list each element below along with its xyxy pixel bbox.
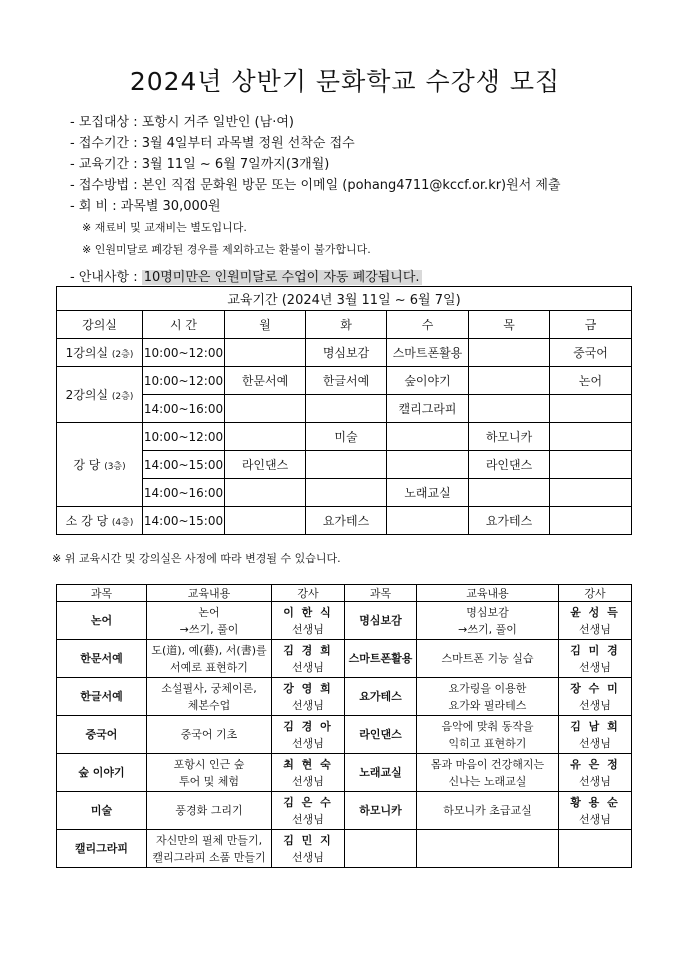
room-cell: 소 강 당 (4층) — [57, 507, 143, 535]
info-notice — [70, 267, 561, 288]
teacher-name: 김 경 아 — [283, 719, 333, 733]
course-content-line: 자신만의 필체 만들기, — [155, 833, 263, 847]
teacher-name: 장 수 미 — [570, 681, 620, 695]
course-subject: 하모니카 — [345, 792, 417, 830]
note-materials: ※ 재료비 및 교재비는 별도입니다. — [82, 221, 247, 234]
schedule-row — [57, 507, 632, 535]
info-target: - 모집대상 : 포항시 거주 일반인 (남·여) — [70, 115, 294, 130]
teacher-title: 선생님 — [292, 698, 324, 712]
teacher-name: 윤 성 득 — [570, 605, 620, 619]
notice-text: 10명미만은 인원미달로 수업이 자동 폐강됩니다. — [143, 270, 420, 285]
header-time: 시 간 — [143, 311, 225, 339]
time-cell: 10:00~12:00 — [143, 423, 225, 451]
header-room: 강의실 — [57, 311, 143, 339]
course-header-row — [57, 585, 632, 602]
class-cell — [469, 367, 550, 395]
teacher-name: 김 은 수 — [283, 795, 333, 809]
course-row — [57, 830, 632, 868]
course-content-line: 투어 및 체험 — [178, 774, 240, 788]
course-content-line: 풍경화 그리기 — [175, 804, 243, 817]
course-content-line: 신나는 노래교실 — [448, 774, 527, 788]
course-content — [147, 678, 272, 716]
class-cell — [306, 451, 387, 479]
class-cell: 라인댄스 — [225, 451, 306, 479]
course-subject: 중국어 — [57, 716, 147, 754]
class-cell: 요가테스 — [306, 507, 387, 535]
teacher-name: 강 영 희 — [283, 681, 333, 695]
course-teacher — [559, 792, 632, 830]
course-subject: 요가테스 — [345, 678, 417, 716]
teacher-title: 선생님 — [579, 812, 611, 826]
header-content: 교육내용 — [417, 585, 559, 602]
course-row — [57, 640, 632, 678]
teacher-name: 유 은 정 — [570, 757, 620, 771]
course-row — [57, 754, 632, 792]
info-fee: - 회 비 : 과목별 30,000원 — [70, 199, 221, 214]
course-content — [147, 792, 272, 830]
course-teacher — [272, 830, 345, 868]
header-content: 교육내용 — [147, 585, 272, 602]
course-subject: 숲 이야기 — [57, 754, 147, 792]
class-cell — [225, 507, 306, 535]
course-content-line: 요가링을 이용한 — [448, 681, 527, 695]
room-cell: 2강의실 (2층) — [57, 367, 143, 423]
course-subject — [345, 830, 417, 868]
header-fri: 금 — [550, 311, 632, 339]
class-cell: 스마트폰활용 — [387, 339, 469, 367]
course-teacher — [559, 640, 632, 678]
time-cell: 10:00~12:00 — [143, 339, 225, 367]
class-cell — [306, 395, 387, 423]
teacher-name: 김 민 지 — [283, 833, 333, 847]
course-content-line: 체본수업 — [187, 698, 231, 712]
course-content-line: 도(道), 예(藝), 서(書)를 — [151, 643, 267, 657]
course-teacher — [559, 678, 632, 716]
class-cell: 라인댄스 — [469, 451, 550, 479]
course-subject: 노래교실 — [345, 754, 417, 792]
class-cell: 숲이야기 — [387, 367, 469, 395]
teacher-name: 최 현 숙 — [283, 757, 333, 771]
course-subject: 캘리그라피 — [57, 830, 147, 868]
schedule-row — [57, 423, 632, 451]
schedule-row — [57, 479, 632, 507]
course-teacher — [272, 716, 345, 754]
class-cell — [550, 451, 632, 479]
course-content-line: 하모니카 초급교실 — [443, 804, 532, 817]
course-subject: 라인댄스 — [345, 716, 417, 754]
teacher-title: 선생님 — [292, 812, 324, 826]
course-content-line: →쓰기, 풀이 — [458, 622, 517, 636]
class-cell: 캘리그라피 — [387, 395, 469, 423]
course-row — [57, 602, 632, 640]
header-thu: 목 — [469, 311, 550, 339]
class-cell — [225, 423, 306, 451]
course-content — [417, 678, 559, 716]
course-content-line: 요가와 필라테스 — [448, 698, 527, 712]
teacher-title: 선생님 — [292, 774, 324, 788]
course-content — [147, 830, 272, 868]
schedule-footnote: ※ 위 교육시간 및 강의실은 사정에 따라 변경될 수 있습니다. — [52, 552, 341, 565]
course-subject: 명심보감 — [345, 602, 417, 640]
class-cell — [306, 479, 387, 507]
teacher-title: 선생님 — [292, 660, 324, 674]
teacher-name: 황 용 순 — [570, 795, 620, 809]
course-content — [417, 640, 559, 678]
course-content-line: 캘리그라피 소품 만들기 — [152, 850, 266, 864]
course-row — [57, 792, 632, 830]
class-cell — [225, 479, 306, 507]
class-cell: 노래교실 — [387, 479, 469, 507]
course-content — [417, 754, 559, 792]
page-title: 2024년 상반기 문화학교 수강생 모집 — [129, 67, 561, 96]
course-content — [147, 754, 272, 792]
course-content-line: 중국어 기초 — [180, 728, 238, 741]
class-cell: 명심보감 — [306, 339, 387, 367]
course-teacher — [272, 678, 345, 716]
class-cell — [387, 451, 469, 479]
course-content-line: 소설필사, 궁체이론, — [161, 681, 257, 695]
teacher-title: 선생님 — [292, 622, 324, 636]
course-teacher — [559, 602, 632, 640]
class-cell: 하모니카 — [469, 423, 550, 451]
class-cell — [387, 423, 469, 451]
header-teacher: 강사 — [272, 585, 345, 602]
class-cell: 중국어 — [550, 339, 632, 367]
header-wed: 수 — [387, 311, 469, 339]
schedule-row — [57, 367, 632, 395]
info-application-period: - 접수기간 : 3월 4일부터 과목별 정원 선착순 접수 — [70, 136, 355, 151]
class-cell — [550, 507, 632, 535]
note-refund: ※ 인원미달로 폐강된 경우를 제외하고는 환불이 불가합니다. — [82, 243, 371, 256]
course-content-line: 서예로 표현하기 — [170, 660, 248, 674]
class-cell — [550, 479, 632, 507]
teacher-name: 김 남 희 — [570, 719, 620, 733]
time-cell: 14:00~15:00 — [143, 507, 225, 535]
class-cell — [225, 395, 306, 423]
room-cell: 강 당 (3층) — [57, 423, 143, 507]
schedule-header-row — [57, 311, 632, 339]
course-subject: 미술 — [57, 792, 147, 830]
time-cell: 14:00~16:00 — [143, 479, 225, 507]
teacher-name: 김 경 희 — [283, 643, 333, 657]
course-teacher — [559, 830, 632, 868]
course-content — [417, 602, 559, 640]
teacher-name: 김 미 경 — [570, 643, 620, 657]
course-content-line: 익히고 표현하기 — [448, 736, 527, 750]
time-cell: 10:00~12:00 — [143, 367, 225, 395]
teacher-title: 선생님 — [292, 850, 324, 864]
course-subject: 스마트폰활용 — [345, 640, 417, 678]
course-teacher — [272, 640, 345, 678]
class-cell — [469, 395, 550, 423]
course-content-line: 명심보감 — [466, 605, 509, 619]
class-cell — [225, 339, 306, 367]
teacher-title: 선생님 — [579, 774, 611, 788]
class-cell: 한문서예 — [225, 367, 306, 395]
schedule-caption: 교육기간 (2024년 3월 11일 ~ 6월 7일) — [57, 287, 632, 311]
class-cell — [387, 507, 469, 535]
course-subject: 한글서예 — [57, 678, 147, 716]
teacher-title: 선생님 — [579, 622, 611, 636]
class-cell: 한글서예 — [306, 367, 387, 395]
header-subject: 과목 — [57, 585, 147, 602]
teacher-title: 선생님 — [579, 660, 611, 674]
course-content-line: 포항시 인근 숲 — [173, 757, 245, 771]
class-cell: 논어 — [550, 367, 632, 395]
class-cell — [550, 423, 632, 451]
schedule-row — [57, 451, 632, 479]
course-content — [417, 792, 559, 830]
teacher-name: 이 한 식 — [283, 605, 333, 619]
course-content — [147, 602, 272, 640]
info-course-period: - 교육기간 : 3월 11일 ~ 6월 7일까지(3개월) — [70, 157, 330, 172]
course-table — [56, 584, 632, 868]
course-content-line: →쓰기, 풀이 — [179, 622, 239, 636]
recruitment-info — [70, 112, 561, 288]
course-teacher — [559, 754, 632, 792]
schedule-row — [57, 339, 632, 367]
course-row — [57, 678, 632, 716]
header-teacher: 강사 — [559, 585, 632, 602]
room-cell: 1강의실 (2층) — [57, 339, 143, 367]
teacher-title: 선생님 — [579, 698, 611, 712]
course-subject: 논어 — [57, 602, 147, 640]
header-tue: 화 — [306, 311, 387, 339]
course-content — [147, 640, 272, 678]
course-content-line: 음악에 맞춰 동작을 — [441, 719, 534, 733]
course-content-line: 스마트폰 기능 실습 — [441, 652, 534, 665]
time-cell: 14:00~16:00 — [143, 395, 225, 423]
course-teacher — [559, 716, 632, 754]
teacher-title: 선생님 — [292, 736, 324, 750]
course-content-line: 논어 — [198, 605, 220, 619]
course-teacher — [272, 792, 345, 830]
class-cell: 미술 — [306, 423, 387, 451]
course-teacher — [272, 754, 345, 792]
course-subject: 한문서예 — [57, 640, 147, 678]
info-application-method: - 접수방법 : 본인 직접 문화원 방문 또는 이메일 (pohang4711@kccf.or.kr)원서 제출 — [70, 178, 561, 193]
course-content — [147, 716, 272, 754]
notice-label: - 안내사항 : — [70, 270, 142, 285]
header-subject: 과목 — [345, 585, 417, 602]
class-cell: 요가테스 — [469, 507, 550, 535]
course-teacher — [272, 602, 345, 640]
course-row — [57, 716, 632, 754]
class-cell — [469, 339, 550, 367]
course-content-line: 몸과 마음이 건강해지는 — [430, 757, 545, 771]
header-mon: 월 — [225, 311, 306, 339]
course-content — [417, 716, 559, 754]
teacher-title: 선생님 — [579, 736, 611, 750]
class-cell — [550, 395, 632, 423]
class-cell — [469, 479, 550, 507]
schedule-row — [57, 395, 632, 423]
time-cell: 14:00~15:00 — [143, 451, 225, 479]
schedule-table — [56, 286, 632, 535]
course-content — [417, 830, 559, 868]
